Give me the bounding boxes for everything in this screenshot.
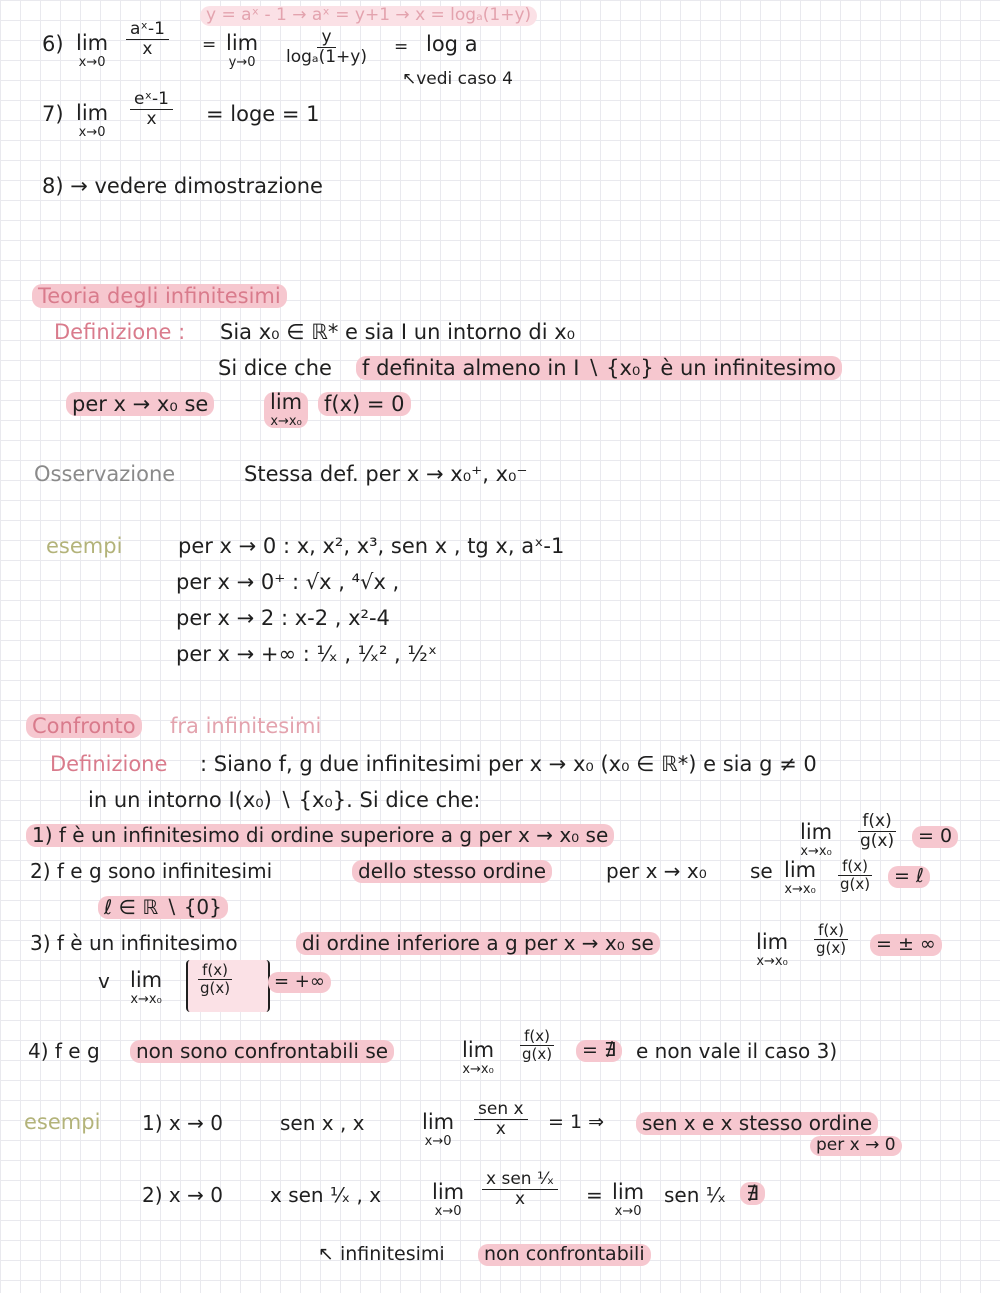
fraction-denominator: g(x): [840, 874, 871, 893]
case-3-start: 3) f è un infinitesimo: [30, 931, 238, 955]
lim-word: lim: [432, 1180, 465, 1204]
example-2-equals: =: [586, 1183, 603, 1207]
definition-limit: [264, 392, 308, 428]
observation-text: Stessa def. per x → x₀⁺, x₀⁻: [244, 462, 528, 486]
limit-6a: [76, 33, 108, 69]
case-2-condition: ℓ ∈ ℝ ∖ {0}: [98, 896, 228, 919]
lim-word: lim: [800, 820, 833, 844]
fraction-numerator: f(x): [858, 812, 895, 832]
fraction-denominator: x: [515, 1188, 526, 1209]
fraction-6b: [282, 28, 371, 66]
case-3-limit-abs: [130, 970, 162, 1006]
example-line: per x → 2 : x-2 , x²-4: [176, 606, 390, 630]
lim-word: lim: [130, 968, 163, 992]
section-title-confronto: Confronto: [26, 714, 142, 738]
equals-sign: =: [202, 35, 217, 55]
examples-label: esempi: [46, 534, 123, 558]
example-1-equals: = 1 ⇒: [548, 1111, 605, 1133]
definition-label: Definizione :: [54, 320, 186, 344]
item-8: 8) → vedere dimostrazione: [42, 174, 323, 198]
definition-label-2: Definizione: [50, 752, 168, 776]
substitution-note: y = aˣ - 1 → aˣ = y+1 → x = logₐ(1+y): [200, 6, 537, 26]
lim-under: x→0: [614, 1204, 642, 1219]
example-2-rest: sen ¹⁄ₓ: [664, 1183, 726, 1207]
definition-line-1: Sia x₀ ∈ ℝ* e sia I un intorno di x₀: [220, 320, 576, 344]
example-2-limit-b: [612, 1182, 644, 1218]
limit-7: [76, 103, 108, 139]
case-4-start: 4) f e g: [28, 1039, 100, 1063]
se-word: se: [750, 859, 773, 883]
lim-under: x→0: [78, 125, 106, 140]
case-3-end-2: = +∞: [268, 972, 331, 993]
case-2-highlight: dello stesso ordine: [352, 860, 552, 883]
fraction-numerator: f(x): [520, 1028, 554, 1046]
fraction-numerator: f(x): [838, 858, 872, 876]
definition-line-3: per x → x₀ se: [66, 392, 214, 416]
example-2-number: 2) x → 0: [142, 1183, 223, 1207]
case-3-end: = ± ∞: [870, 934, 942, 956]
fraction-denominator: g(x): [860, 830, 895, 851]
fraction-denominator: x: [142, 38, 153, 59]
example-2-pair: x sen ¹⁄ₓ , x: [270, 1183, 382, 1207]
lim-under: x→0: [424, 1134, 452, 1149]
lim-under: x→x₀: [270, 414, 302, 429]
case-3-highlight: di ordine inferiore a g per x → x₀ se: [296, 932, 660, 955]
case-4-end: = ∄: [576, 1040, 622, 1062]
lim-under: x→x₀: [756, 954, 788, 969]
result-7: = loge = 1: [206, 102, 320, 126]
fraction-numerator: f(x): [198, 962, 232, 980]
case-2-start: 2) f e g sono infinitesimi: [30, 859, 273, 883]
example-1-pair: sen x , x: [280, 1111, 365, 1135]
case-3-abs-fraction: [196, 962, 234, 996]
definition-line-2-start: Si dice che: [218, 356, 332, 380]
case-1-limit: [800, 822, 832, 858]
case-2-limit: [784, 860, 816, 896]
lim-under: x→x₀: [462, 1062, 494, 1077]
case-2-fraction: [836, 858, 874, 892]
fraction-denominator: x: [495, 1118, 506, 1139]
case-1-end: = 0: [912, 826, 958, 848]
example-2-fraction: [482, 1170, 558, 1208]
definition-line-3-rest: f(x) = 0: [318, 392, 411, 416]
lim-under: y→0: [228, 55, 256, 70]
observation-label: Osservazione: [34, 462, 176, 486]
section-title-infinitesimi: Teoria degli infinitesimi: [32, 284, 287, 308]
limit-6b: [226, 33, 258, 69]
example-2-note-highlight: non confrontabili: [478, 1244, 651, 1266]
example-1-number: 1) x → 0: [142, 1111, 223, 1135]
case-2-end: = ℓ: [888, 866, 930, 888]
fraction-denominator: g(x): [522, 1044, 553, 1063]
section-title-rest: fra infinitesimi: [170, 714, 322, 738]
example-line: per x → 0⁺ : √x , ⁴√x ,: [176, 570, 400, 594]
case-3-fraction: [812, 922, 850, 956]
definition-2-line-1: : Siano f, g due infinitesimi per x → x₀ (x₀ ∈ ℝ*) e sia g ≠ 0: [200, 752, 817, 776]
fraction-6a: [126, 20, 169, 58]
lim-word: lim: [422, 1110, 455, 1134]
example-line: per x → +∞ : ¹⁄ₓ , ¹⁄ₓ² , ¹⁄₂ˣ: [176, 642, 438, 666]
example-2-not-exists: ∄: [740, 1182, 765, 1205]
case-1-fraction: [856, 812, 898, 850]
fraction-numerator: aˣ-1: [126, 20, 169, 40]
lim-word: lim: [76, 101, 109, 125]
example-2-limit: [432, 1182, 464, 1218]
lim-under: x→0: [78, 55, 106, 70]
fraction-7: [130, 90, 173, 128]
fraction-denominator: logₐ(1+y): [286, 46, 367, 67]
example-1-limit: [422, 1112, 454, 1148]
fraction-numerator: x sen ¹⁄ₓ: [482, 1170, 558, 1190]
case-4-fraction: [518, 1028, 556, 1062]
definition-line-2-highlight: f definita almeno in I ∖ {x₀} è un infinitesimo: [356, 356, 842, 380]
lim-word: lim: [612, 1180, 645, 1204]
lim-under: x→x₀: [130, 992, 162, 1007]
case-3-limit: [756, 932, 788, 968]
examples-label-2: esempi: [24, 1110, 101, 1134]
fraction-denominator: g(x): [816, 938, 847, 957]
lim-word: lim: [226, 31, 259, 55]
fraction-numerator: f(x): [814, 922, 848, 940]
or-symbol: v: [98, 969, 110, 993]
fraction-denominator: x: [146, 108, 157, 129]
case-2-middle: per x → x₀: [606, 859, 707, 883]
lim-word: lim: [76, 31, 109, 55]
lim-word: lim: [270, 390, 303, 414]
case-4-limit: [462, 1040, 494, 1076]
fraction-denominator: g(x): [200, 978, 231, 997]
example-1-fraction: [474, 1100, 528, 1138]
example-line: per x → 0 : x, x², x³, sen x , tg x, aˣ-1: [178, 534, 565, 558]
case-1-highlight: 1) f è un infinitesimo di ordine superiore a g per x → x₀ se: [26, 824, 614, 847]
case-4-highlight: non sono confrontabili se: [130, 1040, 394, 1063]
result-6: log a: [426, 32, 478, 56]
fraction-numerator: y: [317, 28, 335, 48]
example-2-note: ↖ infinitesimi: [318, 1243, 445, 1265]
note-vedi-caso-4: ↖vedi caso 4: [402, 69, 513, 89]
lim-under: x→x₀: [800, 844, 832, 859]
lim-under: x→x₀: [784, 882, 816, 897]
lim-word: lim: [756, 930, 789, 954]
example-1-conclusion: sen x e x stesso ordine: [636, 1112, 878, 1135]
fraction-numerator: eˣ-1: [130, 90, 173, 110]
lim-word: lim: [462, 1038, 495, 1062]
item-7-number: 7): [42, 102, 64, 126]
case-4-rest: e non vale il caso 3): [636, 1039, 838, 1063]
lim-under: x→0: [434, 1204, 462, 1219]
definition-2-line-2: in un intorno I(x₀) ∖ {x₀}. Si dice che:: [88, 788, 481, 812]
example-1-conclusion-2: per x → 0: [810, 1136, 902, 1156]
item-6-number: 6): [42, 32, 64, 56]
fraction-numerator: sen x: [474, 1100, 528, 1120]
lim-word: lim: [784, 858, 817, 882]
equals-sign: =: [394, 37, 409, 57]
